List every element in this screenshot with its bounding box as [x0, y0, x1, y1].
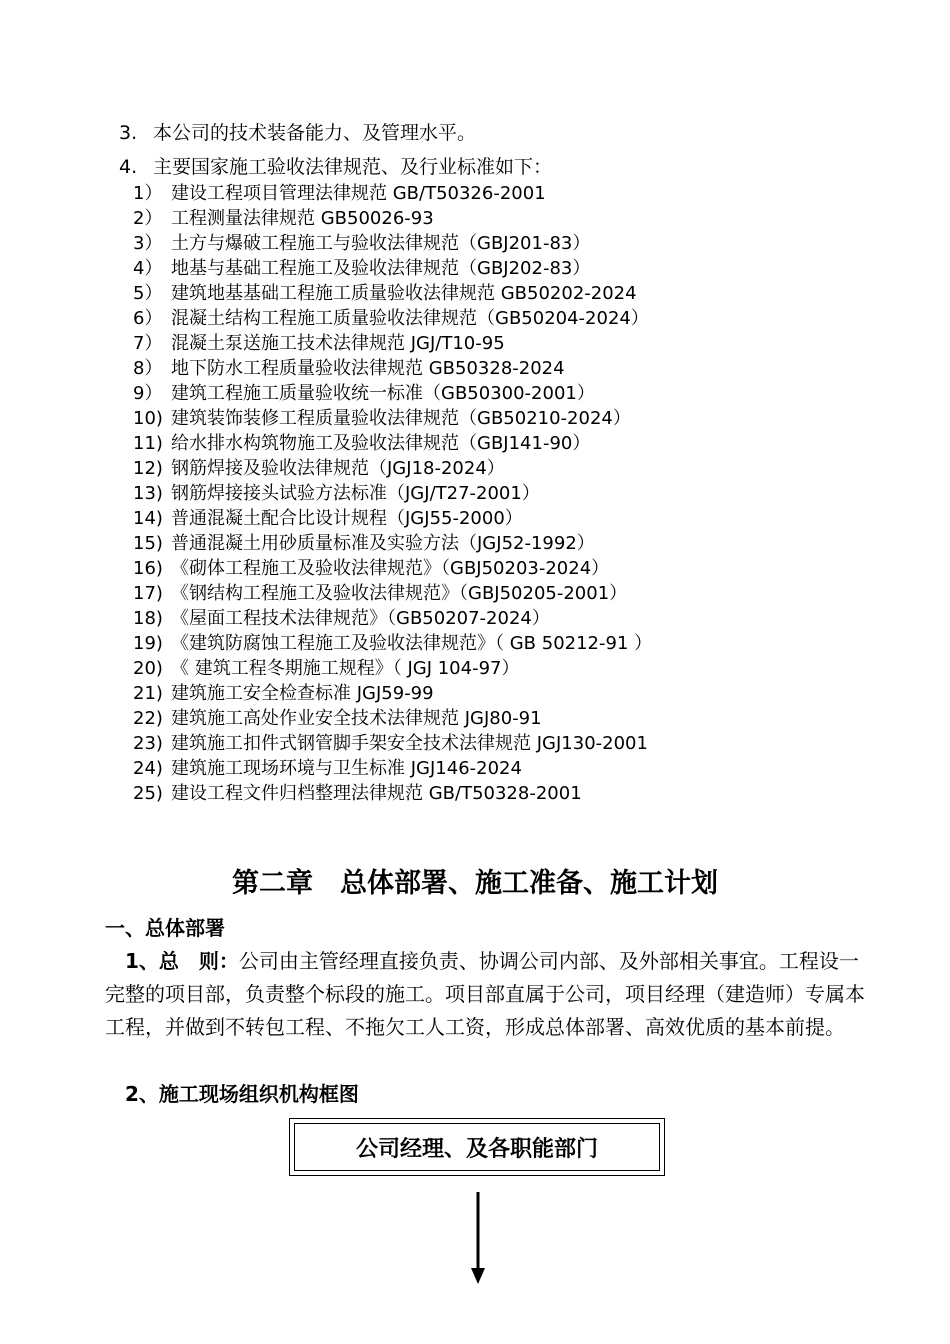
standard-text: 钢筋焊接及验收法律规范（JGJ18-2024） [171, 458, 505, 479]
standard-number: 13) [133, 483, 163, 504]
standard-item [133, 556, 652, 581]
standard-text: 建设工程文件归档整理法律规范 GB/T50328-2001 [171, 783, 582, 804]
standard-number: 20) [133, 658, 163, 679]
standard-item [133, 706, 652, 731]
standard-item [133, 356, 652, 381]
standard-text: 建设工程项目管理法律规范 GB/T50326-2001 [171, 183, 546, 204]
standard-number: 21) [133, 683, 163, 704]
standard-item [133, 656, 652, 681]
standard-item [133, 281, 652, 306]
standard-text: 混凝土泵送施工技术法律规范 JGJ/T10-95 [171, 333, 505, 354]
standard-text: 《砌体工程施工及验收法律规范》（GBJ50203-2024） [171, 558, 610, 579]
intro-number: 3. [119, 122, 138, 144]
standard-text: 土方与爆破工程施工与验收法律规范（GBJ201-83） [171, 233, 591, 254]
standard-number: 3） [133, 233, 163, 254]
standard-item [133, 681, 652, 706]
standard-text: 工程测量法律规范 GB50026-93 [171, 208, 434, 229]
standard-number: 16) [133, 558, 163, 579]
standard-item [133, 456, 652, 481]
intro-number: 4. [119, 156, 138, 178]
standard-item [133, 331, 652, 356]
standard-number: 1） [133, 183, 163, 204]
standard-item [133, 206, 652, 231]
standard-text: 建筑地基基础工程施工质量验收法律规范 GB50202-2024 [171, 283, 637, 304]
standard-text: 混凝土结构工程施工质量验收法律规范（GB50204-2024） [171, 308, 649, 329]
standard-item [133, 431, 652, 456]
standard-item [133, 531, 652, 556]
standard-text: 给水排水构筑物施工及验收法律规范（GBJ141-90） [171, 433, 591, 454]
general-label: 1、总 则： [125, 949, 239, 973]
chapter-title: 第二章 总体部署、施工准备、施工计划 [232, 868, 718, 899]
standard-number: 25) [133, 783, 163, 804]
standard-item [133, 506, 652, 531]
standard-text: 普通混凝土配合比设计规程（JGJ55-2000） [171, 508, 523, 529]
standard-number: 5） [133, 283, 163, 304]
standard-text: 《屋面工程技术法律规范》（GB50207-2024） [171, 608, 550, 629]
standard-item [133, 781, 652, 806]
standard-number: 15) [133, 533, 163, 554]
standard-number: 9） [133, 383, 163, 404]
standard-item [133, 606, 652, 631]
standard-text: 《建筑防腐蚀工程施工及验收法律规范》（ GB 50212-91 ） [171, 633, 653, 654]
standard-item [133, 581, 652, 606]
org-chart-top-label: 公司经理、及各职能部门 [294, 1123, 660, 1171]
standard-text: 建筑装饰装修工程质量验收法律规范（GB50210-2024） [171, 408, 631, 429]
standard-number: 11) [133, 433, 163, 454]
standard-number: 6） [133, 308, 163, 329]
standard-number: 17) [133, 583, 163, 604]
standard-item [133, 231, 652, 256]
section-title: 一、总体部署 [105, 916, 225, 940]
standard-item [133, 731, 652, 756]
intro-item-4 [119, 152, 552, 179]
standard-text: 建筑施工安全检查标准 JGJ59-99 [171, 683, 434, 704]
standard-number: 23) [133, 733, 163, 754]
standard-text: 《 建筑工程冬期施工规程》（ JGJ 104-97） [171, 658, 520, 679]
intro-text: 本公司的技术装备能力、及管理水平。 [153, 122, 477, 144]
standard-item [133, 306, 652, 331]
standard-text: 建筑施工高处作业安全技术法律规范 JGJ80-91 [171, 708, 542, 729]
standard-text: 建筑工程施工质量验收统一标准（GB50300-2001） [171, 383, 595, 404]
standard-item [133, 406, 652, 431]
standard-item [133, 181, 652, 206]
standard-number: 18) [133, 608, 163, 629]
standard-text: 地基与基础工程施工及验收法律规范（GBJ202-83） [171, 258, 591, 279]
standard-item [133, 381, 652, 406]
standard-number: 7） [133, 333, 163, 354]
standard-number: 2） [133, 208, 163, 229]
standard-number: 12) [133, 458, 163, 479]
standard-number: 8） [133, 358, 163, 379]
org-chart-down-arrow-icon [468, 1192, 488, 1284]
standards-list [133, 181, 652, 806]
standard-item [133, 481, 652, 506]
standard-item [133, 756, 652, 781]
standard-text: 建筑施工现场环境与卫生标准 JGJ146-2024 [171, 758, 522, 779]
standard-number: 19) [133, 633, 163, 654]
standard-number: 22) [133, 708, 163, 729]
standard-number: 24) [133, 758, 163, 779]
standard-number: 10) [133, 408, 163, 429]
standard-item [133, 631, 652, 656]
standard-text: 地下防水工程质量验收法律规范 GB50328-2024 [171, 358, 565, 379]
standard-text: 钢筋焊接接头试验方法标准（JGJ/T27-2001） [171, 483, 540, 504]
general-paragraph [105, 945, 865, 1044]
intro-text: 主要国家施工验收法律规范、及行业标准如下： [153, 156, 553, 178]
subsection-title: 2、施工现场组织机构框图 [125, 1082, 359, 1106]
standard-text: 《钢结构工程施工及验收法律规范》（GBJ50205-2001） [171, 583, 628, 604]
intro-item-3 [119, 118, 476, 145]
standard-item [133, 256, 652, 281]
standard-text: 建筑施工扣件式钢管脚手架安全技术法律规范 JGJ130-2001 [171, 733, 648, 754]
org-chart-top-box [289, 1118, 665, 1176]
standard-number: 14) [133, 508, 163, 529]
standard-text: 普通混凝土用砂质量标准及实验方法（JGJ52-1992） [171, 533, 595, 554]
general-text: 公司由主管经理直接负责、协调公司内部、及外部相关事宜。工程设一完整的项目部，负责整个标段的施工。项目部直属于公司，项目经理（建造师）专属本工程，并做到不转包工程、不拖欠工人工资，形成总体部署、高效优质的基本前提。 [105, 949, 865, 1039]
standard-number: 4） [133, 258, 163, 279]
